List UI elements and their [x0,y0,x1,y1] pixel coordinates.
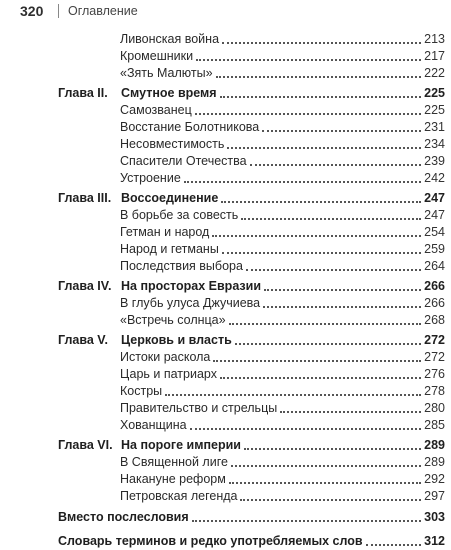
toc-title: «Зять Малюты» [120,66,213,80]
toc-title: Смутное время [121,86,217,100]
dot-leader [240,499,421,501]
toc-title: На просторах Евразии [121,279,262,293]
toc-page-number: 234 [424,137,445,151]
toc-title: Самозванец [120,103,192,117]
toc-chapter [121,277,445,294]
toc-page-number: 285 [424,418,445,432]
dot-leader [192,520,422,522]
toc-entry [120,169,445,186]
toc-entry [120,487,445,504]
dot-leader [195,113,421,115]
toc-chapter [121,84,445,101]
toc-end-entry [58,532,445,549]
toc-page-number: 303 [424,510,445,524]
chapter-number: Глава III. [58,191,112,205]
toc-title: Правительство и стрельцы [120,401,278,415]
toc-title: Вместо послесловия [58,510,189,524]
dot-leader [222,252,421,254]
chapter-number: Глава VI. [58,438,113,452]
dot-leader [244,448,421,450]
toc-title: Устроение [120,171,181,185]
dot-leader [165,394,421,396]
toc-entry [120,64,445,81]
dot-leader [190,428,422,430]
toc-entry [120,382,445,399]
dot-leader [220,377,421,379]
chapter-number: Глава V. [58,333,108,347]
toc-page-number: 242 [424,171,445,185]
toc-title: В глубь улуса Джучиева [120,296,261,310]
toc-page-number: 278 [424,384,445,398]
dot-leader [280,411,421,413]
toc-page-number: 289 [424,438,445,452]
dot-leader [263,306,421,308]
toc-entry [120,257,445,274]
toc-entry [120,399,445,416]
dot-leader [196,59,421,61]
toc-title: В борьбе за совесть [120,208,239,222]
toc-page-number: 217 [424,49,445,63]
toc-page-number: 247 [424,208,445,222]
dot-leader [222,42,421,44]
dot-leader [184,181,421,183]
dot-leader [246,269,421,271]
toc-page-number: 222 [424,66,445,80]
dot-leader [250,164,422,166]
toc-entry [120,152,445,169]
toc-title: Кромешники [120,49,194,63]
toc-page-number: 266 [424,279,445,293]
toc-title: Восстание Болотникова [120,120,260,134]
toc-title: Костры [120,384,163,398]
toc-title: В Священной лиге [120,455,228,469]
toc-title: Спасители Отечества [120,154,247,168]
toc-page-number: 268 [424,313,445,327]
chapter-number: Глава IV. [58,279,112,293]
chapter-number: Глава II. [58,86,108,100]
toc-title: «Встречь солнца» [120,313,226,327]
header-title: Оглавление [68,4,138,18]
toc-title: Гетман и народ [120,225,210,239]
page-number: 320 [20,3,44,19]
toc-title: Хованщина [120,418,187,432]
toc-end-entry [58,508,445,525]
toc-page-number: 254 [424,225,445,239]
toc-page-number: 276 [424,367,445,381]
toc-title: Словарь терминов и редко употребляемых слов [58,534,363,548]
toc-title: Истоки раскола [120,350,211,364]
dot-leader [235,343,421,345]
toc-page-number: 231 [424,120,445,134]
dot-leader [229,482,421,484]
dot-leader [231,465,421,467]
toc-page-number: 272 [424,333,445,347]
dot-leader [213,360,421,362]
toc-page-number: 247 [424,191,445,205]
toc-page-number: 264 [424,259,445,273]
toc-chapter [121,331,445,348]
toc-entry [120,365,445,382]
toc-entry [120,453,445,470]
toc-title: Накануне реформ [120,472,226,486]
toc-page-number: 312 [424,534,445,548]
toc-entry [120,30,445,47]
dot-leader [227,147,421,149]
toc-page-number: 225 [424,86,445,100]
toc-entry [120,311,445,328]
toc-title: На пороге империи [121,438,241,452]
toc-chapter [121,436,445,453]
toc-title: Церковь и власть [121,333,232,347]
toc-title: Последствия выбора [120,259,243,273]
toc-entry [120,118,445,135]
toc-entry [120,47,445,64]
toc-page-number: 280 [424,401,445,415]
toc-title: Воссоединение [121,191,219,205]
dot-leader [221,201,421,203]
toc-entry [120,135,445,152]
toc-chapter [121,189,445,206]
toc-entry [120,470,445,487]
toc-entry [120,294,445,311]
toc-page-number: 292 [424,472,445,486]
toc-page-number: 213 [424,32,445,46]
toc-title: Народ и гетманы [120,242,219,256]
dot-leader [216,76,422,78]
toc-page-number: 266 [424,296,445,310]
toc-entry [120,101,445,118]
toc-title: Несовместимость [120,137,225,151]
dot-leader [366,544,422,546]
dot-leader [229,323,422,325]
toc-page-number: 225 [424,103,445,117]
toc-page-number: 289 [424,455,445,469]
dot-leader [220,96,422,98]
toc-page-number: 297 [424,489,445,503]
toc-entry [120,416,445,433]
toc-entry [120,348,445,365]
dot-leader [262,130,421,132]
toc-entry [120,223,445,240]
toc-page-number: 259 [424,242,445,256]
toc-entry [120,240,445,257]
toc-entry [120,206,445,223]
toc-page-number: 239 [424,154,445,168]
dot-leader [264,289,421,291]
dot-leader [241,218,421,220]
toc-title: Царь и патриарх [120,367,217,381]
toc-title: Петровская легенда [120,489,238,503]
dot-leader [212,235,421,237]
toc-title: Ливонская война [120,32,220,46]
toc-page-number: 272 [424,350,445,364]
